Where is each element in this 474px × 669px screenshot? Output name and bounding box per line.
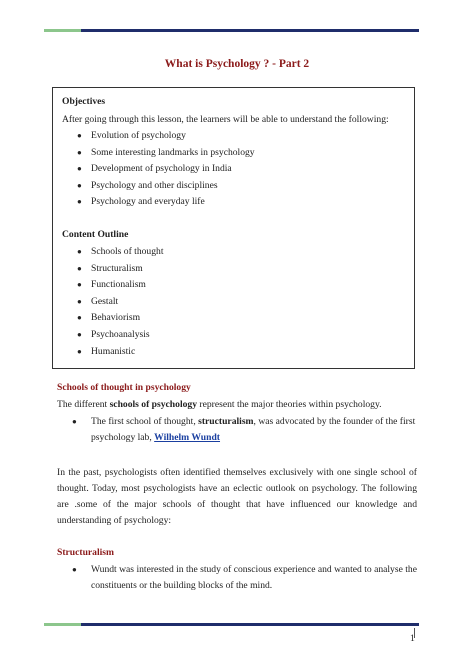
bullet-dot: ● <box>77 263 82 273</box>
list-item: Behaviorism <box>91 312 141 324</box>
bullet-dot: ● <box>77 313 82 323</box>
schools-bullet-bold: structuralism <box>198 416 254 427</box>
bullet-dot: ● <box>77 296 82 306</box>
objectives-heading: Objectives <box>62 96 106 107</box>
schools-intro-bold: schools of psychology <box>109 399 197 410</box>
schools-intro-pre: The different <box>57 399 110 410</box>
schools-bullet-line2-text: psychology lab, <box>91 432 155 443</box>
schools-heading: Schools of thought in psychology <box>57 382 191 393</box>
schools-bullet-post: , was advocated by the founder of the first <box>253 416 416 427</box>
wilhelm-wundt-link[interactable]: Wilhelm Wundt <box>154 432 221 443</box>
bullet-dot: ● <box>77 346 82 356</box>
bullet-dot: ● <box>77 147 82 157</box>
bullet-dot: ● <box>72 417 77 426</box>
list-item: Gestalt <box>91 295 119 307</box>
schools-bullet-line2 <box>91 432 220 444</box>
list-item: Some interesting landmarks in psychology <box>91 146 255 158</box>
structuralism-heading: Structuralism <box>57 547 115 558</box>
bullet-dot: ● <box>77 131 82 140</box>
objectives-intro: After going through this lesson, the learners will be able to understand the following: <box>62 114 389 125</box>
para-line: In the past, psychologists often identified themselves exclusively with one single school of <box>57 467 417 478</box>
bullet-dot: ● <box>77 247 82 256</box>
list-item: Structuralism <box>91 262 143 274</box>
schools-intro <box>57 399 382 411</box>
structuralism-line2: constituents or the building blocks of the mind. <box>91 580 273 591</box>
list-item: Development of psychology in India <box>91 163 232 175</box>
list-item: Evolution of psychology <box>91 130 186 141</box>
list-item: Functionalism <box>91 279 146 291</box>
bullet-dot: ● <box>77 197 82 207</box>
list-item: Schools of thought <box>91 246 164 257</box>
bullet-dot: ● <box>77 164 82 174</box>
bullet-dot: ● <box>77 180 82 190</box>
structuralism-line1: Wundt was interested in the study of conscious experience and wanted to analyse the <box>91 564 417 575</box>
schools-intro-post: represent the major theories within psychology. <box>197 399 382 410</box>
schools-bullet-pre: The first school of thought, <box>91 416 199 427</box>
list-item: Psychology and everyday life <box>91 196 205 208</box>
para-line: are .some of the major schools of thought that have influenced our knowledge and <box>57 499 417 510</box>
list-item: Psychology and other disciplines <box>91 179 218 191</box>
list-item: Psychoanalysis <box>91 329 150 340</box>
outline-heading: Content Outline <box>62 229 129 240</box>
schools-bullet-line1 <box>91 416 415 428</box>
para-line: thought. Today, most psychologists have an eclectic outlook on psychology. The following <box>57 483 417 494</box>
bullet-dot: ● <box>77 330 82 339</box>
footer-rule <box>44 623 419 626</box>
page-number: 1 <box>410 633 415 644</box>
page-title: What is Psychology ? - Part 2 <box>164 58 310 70</box>
para-line: understanding of psychology: <box>57 515 172 526</box>
schools-paragraph <box>57 465 417 529</box>
bullet-dot: ● <box>77 280 82 290</box>
header-rule <box>44 29 419 32</box>
bullet-dot: ● <box>72 565 77 574</box>
list-item: Humanistic <box>91 345 136 357</box>
